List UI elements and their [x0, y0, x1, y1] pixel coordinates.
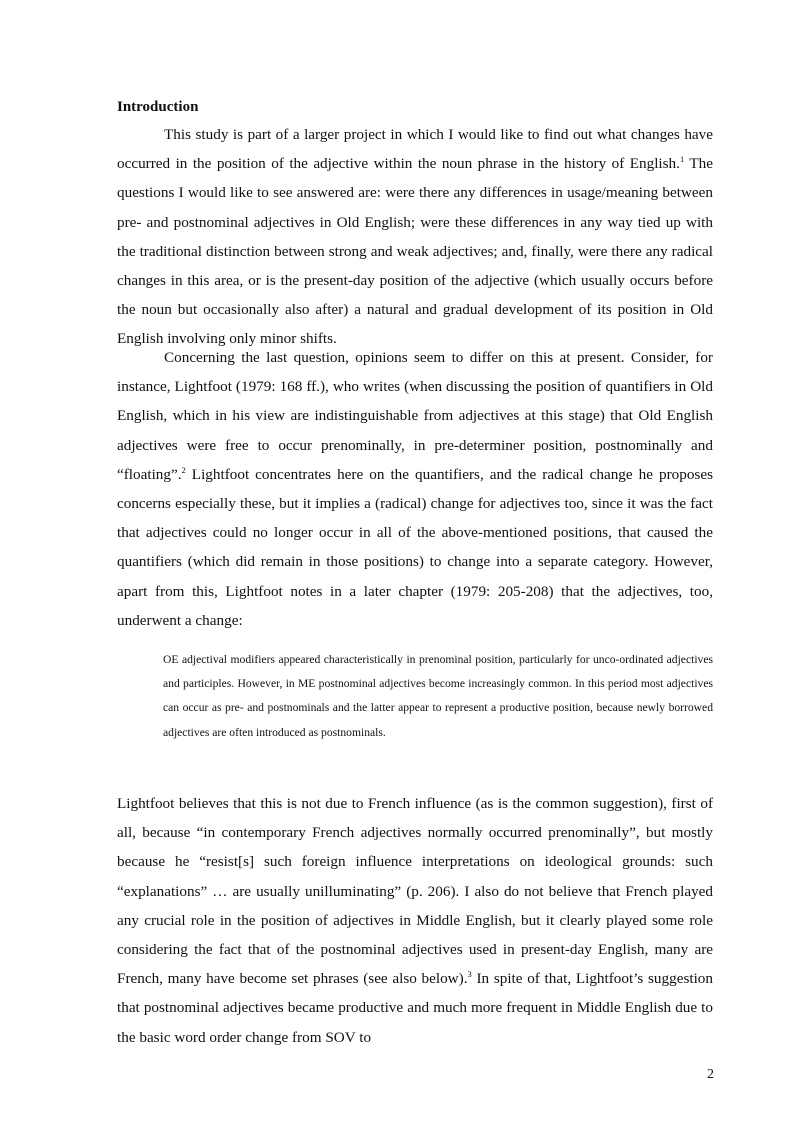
paragraph-intro — [117, 120, 713, 354]
page-number: 2 — [707, 1067, 714, 1082]
paragraph-text: Lightfoot believes that this is not due to French influence (as is the common suggestion), first of all, because “in contemporary French adjectives normally occurred prenominally”, but mostly because he “resist[s] such foreign influence interpretations on ideological grounds: such “explanations” … are usually unilluminating” (p. 206). I also do not believe that French played any crucial role in the position of adjectives in Middle English, but it clearly played some role considering the fact that of the postnominal adjectives used in present-day English, many are French, many have become set phrases (see also below). — [117, 795, 713, 988]
paragraph-text: In spite of that, Lightfoot’s suggestion that postnominal adjectives became productive and much more frequent in Middle English due to the basic word order change from SOV to — [117, 970, 713, 1046]
footnote-ref[interactable]: 3 — [467, 969, 472, 980]
paragraph-text: Concerning the last question, opinions seem to differ on this at present. Consider, for instance, Lightfoot (1979: 168 ff.), who writes (when discussing the position of quantifiers in Old English, which in his view are indistinguishable from adjectives at this stage) that Old English adjectives were free to occur prenominally, in pre-determiner position, postnominally and “floating”. — [117, 349, 713, 483]
footnote-ref[interactable]: 2 — [181, 464, 186, 475]
paragraph-lightfoot — [117, 343, 713, 635]
paragraph-text: This study is part of a larger project in which I would like to find out what changes have occurred in the position of the adjective within the noun phrase in the history of English. — [117, 126, 713, 173]
paragraph-french-influence — [117, 789, 713, 1052]
paragraph-text: The questions I would like to see answered are: were there any differences in usage/meaning between pre- and postnominal adjectives in Old English; were these differences in any way tied up with the traditional distinction between strong and weak adjectives; and, finally, were there any radical changes in this area, or is the present-day position of the adjective (which usually occurs before the noun but occasionally also after) a natural and gradual development of its position in Old English involving only minor shifts. — [117, 155, 713, 348]
section-heading: Introduction — [117, 99, 199, 115]
paragraph-text: Lightfoot concentrates here on the quantifiers, and the radical change he proposes concerns especially these, but it implies a (radical) change for adjectives too, since it was the fact that adjectives could no longer occur in all of the above-mentioned positions, that caused the quantifiers (which did remain in those positions) to change into a separate category. However, apart from this, Lightfoot notes in a later chapter (1979: 205-208) that the adjectives, too, underwent a change: — [117, 465, 713, 629]
block-quote: OE adjectival modifiers appeared characteristically in prenominal position, particularly for unco-ordinated adjectives and participles. However, in ME postnominal adjectives become increasingly common. In this period most adjectives can occur as pre- and postnominals and the latter appear to represent a productive position, because newly borrowed adjectives are often introduced as postnominals. — [163, 653, 713, 739]
footnote-ref[interactable]: 1 — [679, 154, 685, 165]
